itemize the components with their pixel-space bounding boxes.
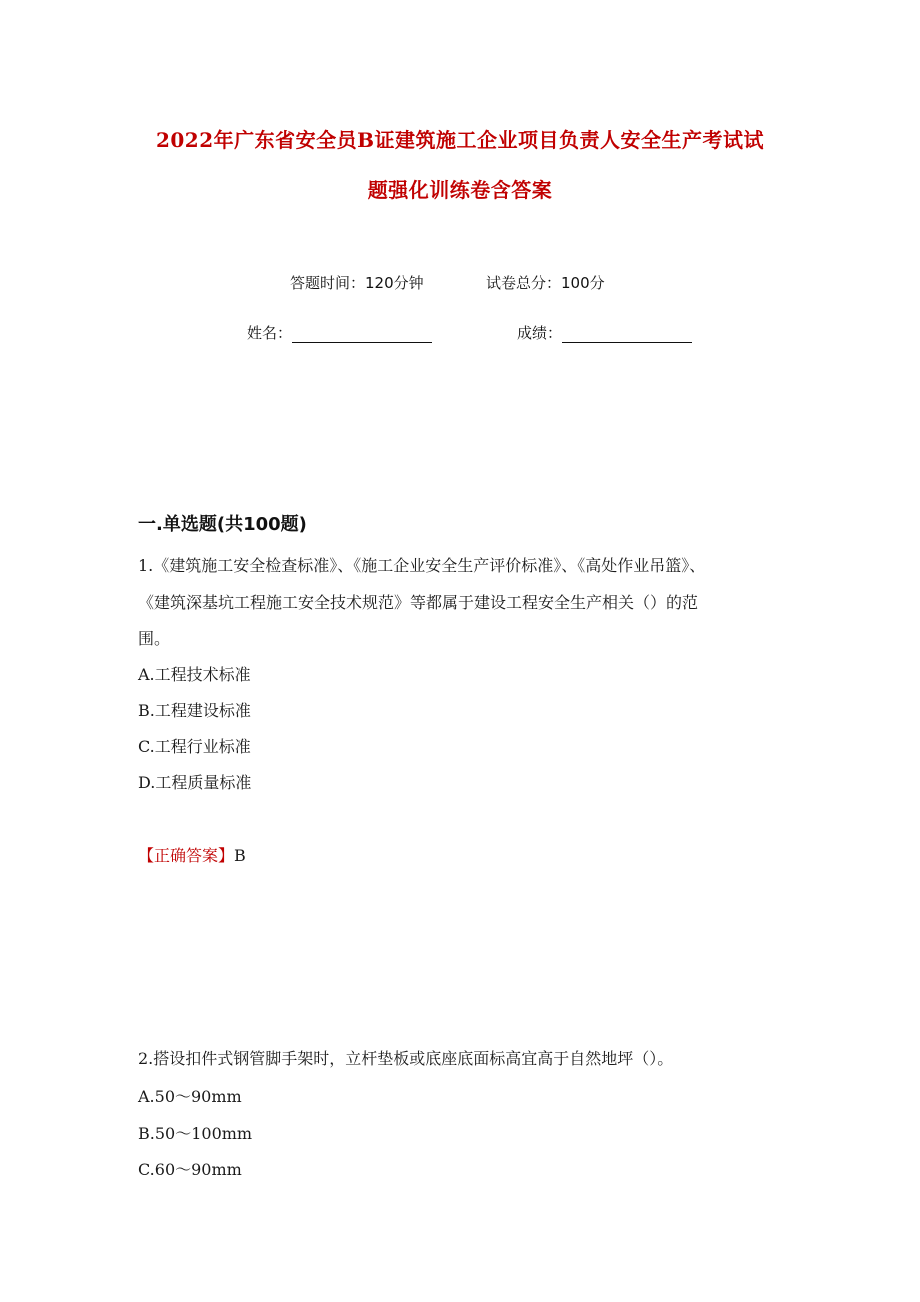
question-2-text-line-1: 2.搭设扣件式钢管脚手架时，立杆垫板或底座底面标高宜高于自然地坪（）。 xyxy=(138,1049,674,1068)
score-label: 成绩： xyxy=(517,324,563,342)
question-2-option-c: C.60～90mm xyxy=(138,1160,242,1179)
question-2-option-b: B.50～100mm xyxy=(138,1124,253,1143)
question-1-answer xyxy=(138,843,246,866)
exam-time: 答题时间：120分钟 xyxy=(290,274,424,292)
question-1-text-line-1: 1.《建筑施工安全检查标准》、《施工企业安全生产评价标准》、《高处作业吊篮》、 xyxy=(138,556,706,575)
question-1-option-c: C.工程行业标准 xyxy=(138,737,251,756)
question-1-option-b: B.工程建设标准 xyxy=(138,701,251,720)
score-field xyxy=(517,322,692,343)
total-score: 试卷总分：100分 xyxy=(486,274,605,292)
document-title-line-2: 题强化训练卷含答案 xyxy=(367,178,553,202)
question-2-option-a: A.50～90mm xyxy=(138,1087,242,1106)
answer-label: 【正确答案】 xyxy=(138,846,235,865)
name-blank[interactable] xyxy=(292,326,432,343)
name-field xyxy=(247,322,432,343)
question-1-text-line-3: 围。 xyxy=(138,629,171,648)
question-1-option-d: D.工程质量标准 xyxy=(138,773,252,792)
question-1-option-a: A.工程技术标准 xyxy=(138,665,251,684)
name-label: 姓名： xyxy=(247,324,293,342)
answer-value: B xyxy=(234,846,246,865)
section-title: 一.单选题(共100题) xyxy=(138,514,307,535)
score-blank[interactable] xyxy=(562,326,692,343)
question-1-text-line-2: 《建筑深基坑工程施工安全技术规范》等都属于建设工程安全生产相关（）的范 xyxy=(138,593,699,612)
document-title-line-1: 2022年广东省安全员B证建筑施工企业项目负责人安全生产考试试 xyxy=(155,128,765,152)
